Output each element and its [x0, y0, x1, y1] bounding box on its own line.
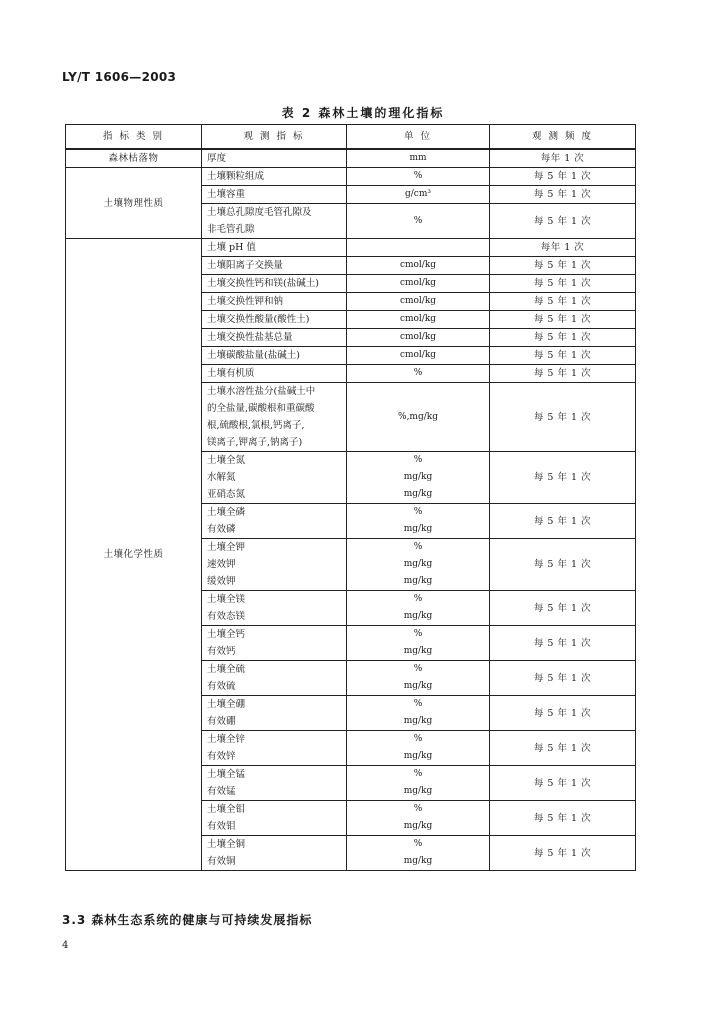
indicator-line: 有效钼 [207, 821, 236, 832]
unit-cell [347, 329, 490, 347]
unit-cell [347, 149, 490, 168]
indicator-cell [202, 591, 347, 626]
unit-cell [347, 239, 490, 257]
frequency-cell: 每 5 年 1 次 [490, 204, 636, 239]
unit-line: % [413, 699, 423, 709]
unit-line: % [413, 542, 423, 552]
indicator-line: 土壤交换性钾和钠 [207, 296, 284, 307]
unit-cell [347, 168, 490, 186]
indicator-cell [202, 801, 347, 836]
indicator-line: 土壤全钙 [207, 629, 246, 640]
unit-line: mg/kg [403, 489, 433, 499]
unit-cell [347, 347, 490, 365]
unit-cell [347, 731, 490, 766]
indicator-line: 土壤全钼 [207, 804, 246, 815]
unit-line: % [413, 507, 423, 517]
frequency-cell: 每年 1 次 [490, 239, 636, 257]
unit-line: mg/kg [403, 786, 433, 796]
unit-line: g/cm³ [405, 189, 431, 199]
indicator-line: 有效硼 [207, 716, 236, 727]
unit-line: % [413, 455, 423, 465]
column-header-frequency: 观 测 频 度 [490, 125, 636, 150]
indicator-cell [202, 504, 347, 539]
unit-cell [347, 766, 490, 801]
unit-cell [347, 365, 490, 383]
table-header-row [66, 125, 636, 150]
unit-line: % [413, 629, 423, 639]
indicator-cell [202, 626, 347, 661]
indicator-line: 有效锌 [207, 751, 236, 762]
indicator-line: 土壤有机质 [207, 368, 255, 379]
unit-line: mg/kg [403, 821, 433, 831]
unit-cell [347, 452, 490, 504]
table-row [66, 239, 636, 257]
indicator-line: 土壤 pH 值 [207, 242, 256, 253]
indicator-cell [202, 168, 347, 186]
frequency-cell: 每 5 年 1 次 [490, 275, 636, 293]
indicator-line: 土壤全钾 [207, 542, 246, 553]
unit-line: % [413, 368, 423, 378]
indicator-line: 速效钾 [207, 559, 236, 570]
indicator-line: 镁离子,钾离子,钠离子) [207, 437, 303, 448]
unit-line: % [413, 215, 423, 226]
soil-indicator-table [65, 124, 636, 871]
indicator-cell [202, 383, 347, 452]
unit-cell [347, 383, 490, 452]
indicator-line: 有效磷 [207, 524, 236, 535]
unit-cell [347, 311, 490, 329]
unit-line: mg/kg [403, 472, 433, 482]
indicator-cell [202, 766, 347, 801]
unit-cell [347, 661, 490, 696]
unit-line: mm [409, 153, 427, 163]
unit-cell [347, 293, 490, 311]
table-title: 表 2 森林土壤的理化指标 [281, 106, 445, 120]
unit-line: % [413, 734, 423, 744]
unit-cell [347, 591, 490, 626]
frequency-cell: 每 5 年 1 次 [490, 661, 636, 696]
indicator-line: 土壤交换性钙和镁(盐碱土) [207, 278, 319, 289]
unit-cell [347, 801, 490, 836]
unit-cell [347, 186, 490, 204]
frequency-cell: 每 5 年 1 次 [490, 347, 636, 365]
unit-cell [347, 257, 490, 275]
indicator-cell [202, 293, 347, 311]
indicator-line: 土壤总孔隙度毛管孔隙及 [207, 207, 312, 218]
unit-line: % [413, 171, 423, 181]
indicator-line: 土壤碳酸盐量(盐碱土) [207, 350, 300, 361]
indicator-line: 有效铜 [207, 856, 236, 867]
indicator-line: 土壤全铜 [207, 839, 246, 850]
frequency-cell: 每 5 年 1 次 [490, 766, 636, 801]
frequency-cell: 每 5 年 1 次 [490, 626, 636, 661]
indicator-line: 土壤阳离子交换量 [207, 260, 284, 271]
indicator-cell [202, 329, 347, 347]
frequency-cell: 每 5 年 1 次 [490, 696, 636, 731]
indicator-cell [202, 275, 347, 293]
unit-line: %,mg/kg [398, 411, 438, 422]
unit-line: cmol/kg [399, 296, 437, 306]
indicator-cell [202, 731, 347, 766]
indicator-line: 土壤全镁 [207, 594, 246, 605]
unit-line: cmol/kg [399, 314, 437, 324]
unit-line: % [413, 664, 423, 674]
indicator-cell [202, 257, 347, 275]
table-body [66, 149, 636, 871]
frequency-cell: 每 5 年 1 次 [490, 731, 636, 766]
frequency-cell: 每 5 年 1 次 [490, 452, 636, 504]
indicator-cell [202, 836, 347, 871]
indicator-cell [202, 204, 347, 239]
indicator-line: 土壤全硼 [207, 699, 246, 710]
unit-cell [347, 696, 490, 731]
indicator-line: 土壤交换性酸量(酸性土) [207, 314, 310, 325]
unit-cell [347, 539, 490, 591]
indicator-cell [202, 365, 347, 383]
unit-line: mg/kg [403, 646, 433, 656]
indicator-line: 有效态镁 [207, 611, 246, 622]
indicator-line: 有效锰 [207, 786, 236, 797]
column-header-category: 指 标 类 别 [66, 125, 202, 150]
unit-cell [347, 836, 490, 871]
category-cell: 土壤物理性质 [66, 168, 202, 239]
page-number: 4 [62, 940, 69, 951]
indicator-line: 厚度 [207, 153, 227, 164]
indicator-line: 土壤全锌 [207, 734, 246, 745]
indicator-line: 根,硫酸根,氯根,钙离子, [207, 420, 305, 431]
frequency-cell: 每 5 年 1 次 [490, 311, 636, 329]
indicator-line: 缓效钾 [207, 576, 236, 587]
unit-line: cmol/kg [399, 278, 437, 288]
indicator-line: 水解氮 [207, 472, 236, 483]
unit-line: % [413, 804, 423, 814]
indicator-line: 土壤全磷 [207, 507, 246, 518]
indicator-line: 有效钙 [207, 646, 236, 657]
unit-line: cmol/kg [399, 332, 437, 342]
table-row [66, 149, 636, 168]
indicator-line: 亚硝态氮 [207, 489, 246, 500]
indicator-cell [202, 539, 347, 591]
frequency-cell: 每 5 年 1 次 [490, 257, 636, 275]
unit-line: mg/kg [403, 576, 433, 586]
frequency-cell: 每 5 年 1 次 [490, 801, 636, 836]
unit-line: cmol/kg [399, 350, 437, 360]
indicator-cell [202, 661, 347, 696]
column-header-unit: 单 位 [347, 125, 490, 150]
table-row [66, 168, 636, 186]
unit-line: % [413, 594, 423, 604]
unit-line: mg/kg [403, 611, 433, 621]
indicator-line: 土壤全氮 [207, 455, 246, 466]
standard-code: LY/T 1606—2003 [62, 70, 177, 84]
frequency-cell: 每 5 年 1 次 [490, 383, 636, 452]
indicator-line: 土壤交换性盐基总量 [207, 332, 293, 343]
frequency-cell: 每 5 年 1 次 [490, 365, 636, 383]
indicator-cell [202, 149, 347, 168]
unit-line: mg/kg [403, 716, 433, 726]
section-heading: 3.3 森林生态系统的健康与可持续发展指标 [62, 913, 313, 927]
frequency-cell: 每 5 年 1 次 [490, 186, 636, 204]
unit-line: mg/kg [403, 559, 433, 569]
indicator-line: 土壤水溶性盐分(盐碱土中 [207, 386, 316, 397]
unit-line: % [413, 839, 423, 849]
indicator-line: 非毛管孔隙 [207, 224, 255, 235]
unit-cell [347, 204, 490, 239]
indicator-line: 土壤全锰 [207, 769, 246, 780]
unit-line: % [413, 769, 423, 779]
indicator-line: 的全盐量,碳酸根和重碳酸 [207, 403, 315, 414]
indicator-cell [202, 452, 347, 504]
indicator-cell [202, 239, 347, 257]
unit-cell [347, 275, 490, 293]
indicator-line: 土壤全硫 [207, 664, 246, 675]
category-cell: 森林枯落物 [66, 149, 202, 168]
indicator-cell [202, 186, 347, 204]
unit-line: cmol/kg [399, 260, 437, 270]
frequency-cell: 每年 1 次 [490, 149, 636, 168]
indicator-cell [202, 696, 347, 731]
unit-cell [347, 626, 490, 661]
unit-line: mg/kg [403, 681, 433, 691]
frequency-cell: 每 5 年 1 次 [490, 168, 636, 186]
indicator-line: 土壤颗粒组成 [207, 171, 265, 182]
indicator-line: 土壤容重 [207, 189, 246, 200]
unit-line: mg/kg [403, 856, 433, 866]
frequency-cell: 每 5 年 1 次 [490, 539, 636, 591]
unit-line: mg/kg [403, 524, 433, 534]
category-cell: 土壤化学性质 [66, 239, 202, 871]
frequency-cell: 每 5 年 1 次 [490, 591, 636, 626]
frequency-cell: 每 5 年 1 次 [490, 329, 636, 347]
column-header-indicator: 观 测 指 标 [202, 125, 347, 150]
unit-line: mg/kg [403, 751, 433, 761]
indicator-cell [202, 347, 347, 365]
indicator-line: 有效硫 [207, 681, 236, 692]
frequency-cell: 每 5 年 1 次 [490, 836, 636, 871]
frequency-cell: 每 5 年 1 次 [490, 504, 636, 539]
unit-cell [347, 504, 490, 539]
indicator-cell [202, 311, 347, 329]
frequency-cell: 每 5 年 1 次 [490, 293, 636, 311]
